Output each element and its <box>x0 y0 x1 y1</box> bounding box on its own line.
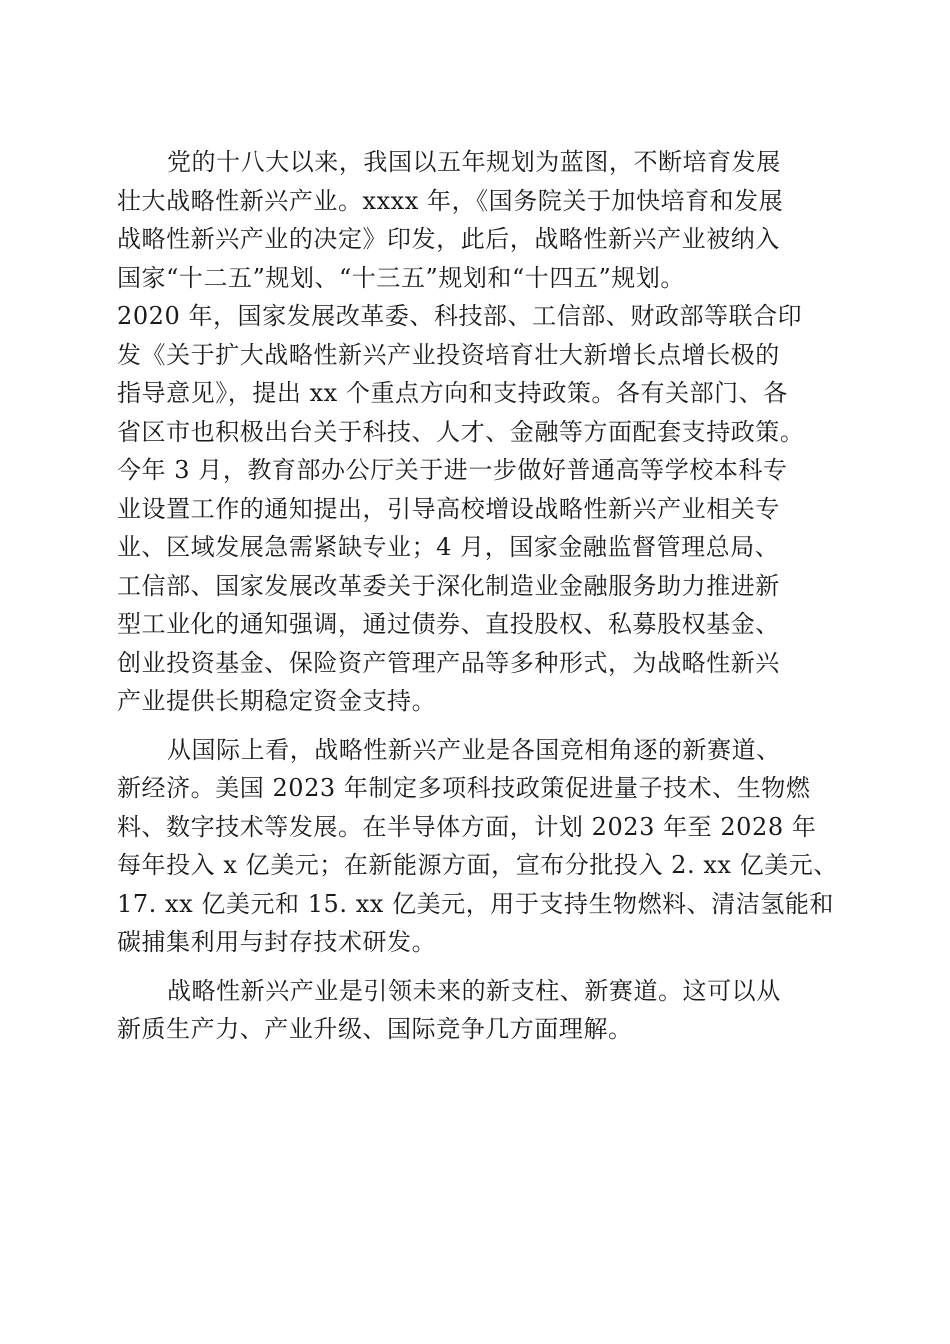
text-line: 型工业化的通知强调，通过债券、直投股权、私募股权基金、 <box>117 610 780 638</box>
paragraph <box>117 731 837 962</box>
text-line: 每年投入 x 亿美元；在新能源方面，宣布分批投入 2. xx 亿美元、 <box>117 851 838 879</box>
text-line: 指导意见》，提出 xx 个重点方向和支持政策。各有关部门、各 <box>117 379 788 407</box>
text-line: 2020 年，国家发展改革委、科技部、工信部、财政部等联合印 <box>117 302 803 330</box>
text-line: 新经济。美国 2023 年制定多项科技政策促进量子技术、生物燃 <box>117 774 811 802</box>
text-line: 省区市也积极出台关于科技、人才、金融等方面配套支持政策。 <box>117 417 805 446</box>
text-line: 业、区域发展急需紧缺专业；4 月，国家金融监督管理总局、 <box>117 533 780 561</box>
text-line: 创业投资基金、保险资产管理产品等多种形式，为战略性新兴 <box>117 648 780 677</box>
text-line: 工信部、国家发展改革委关于深化制造业金融服务助力推进新 <box>117 571 780 600</box>
paragraph <box>117 972 837 1049</box>
text-line: 战略性新兴产业是引领未来的新支柱、新赛道。这可以从 <box>167 976 781 1005</box>
paragraph-spacer <box>117 721 837 731</box>
document-body <box>117 143 837 1049</box>
text-line: 碳捕集利用与封存技术研发。 <box>117 928 437 956</box>
text-line: 壮大战略性新兴产业。xxxx 年，《国务院关于加快培育和发展 <box>117 186 784 215</box>
text-line: 今年 3 月，教育部办公厅关于进一步做好普通高等学校本科专 <box>117 456 788 484</box>
text-line: 料、数字技术等发展。在半导体方面，计划 2023 年至 2028 年 <box>117 812 817 841</box>
text-line: 战略性新兴产业的决定》印发，此后，战略性新兴产业被纳入 <box>117 225 780 253</box>
text-line: 国家“十二五”规划、“十三五”规划和“十四五”规划。 <box>117 263 685 292</box>
text-line: 17. xx 亿美元和 15. xx 亿美元，用于支持生物燃料、清洁氢能和 <box>117 889 834 918</box>
text-line: 发《关于扩大战略性新兴产业投资培育壮大新增长点增长极的 <box>117 340 780 369</box>
paragraph <box>117 143 837 721</box>
paragraph-spacer <box>117 962 837 972</box>
text-line: 产业提供长期稳定资金支持。 <box>117 687 437 715</box>
text-line: 党的十八大以来，我国以五年规划为蓝图，不断培育发展 <box>167 148 781 176</box>
text-line: 从国际上看，战略性新兴产业是各国竞相角逐的新赛道、 <box>167 735 781 764</box>
text-line: 业设置工作的通知提出，引导高校增设战略性新兴产业相关专 <box>117 494 780 523</box>
text-line: 新质生产力、产业升级、国际竞争几方面理解。 <box>117 1015 633 1043</box>
